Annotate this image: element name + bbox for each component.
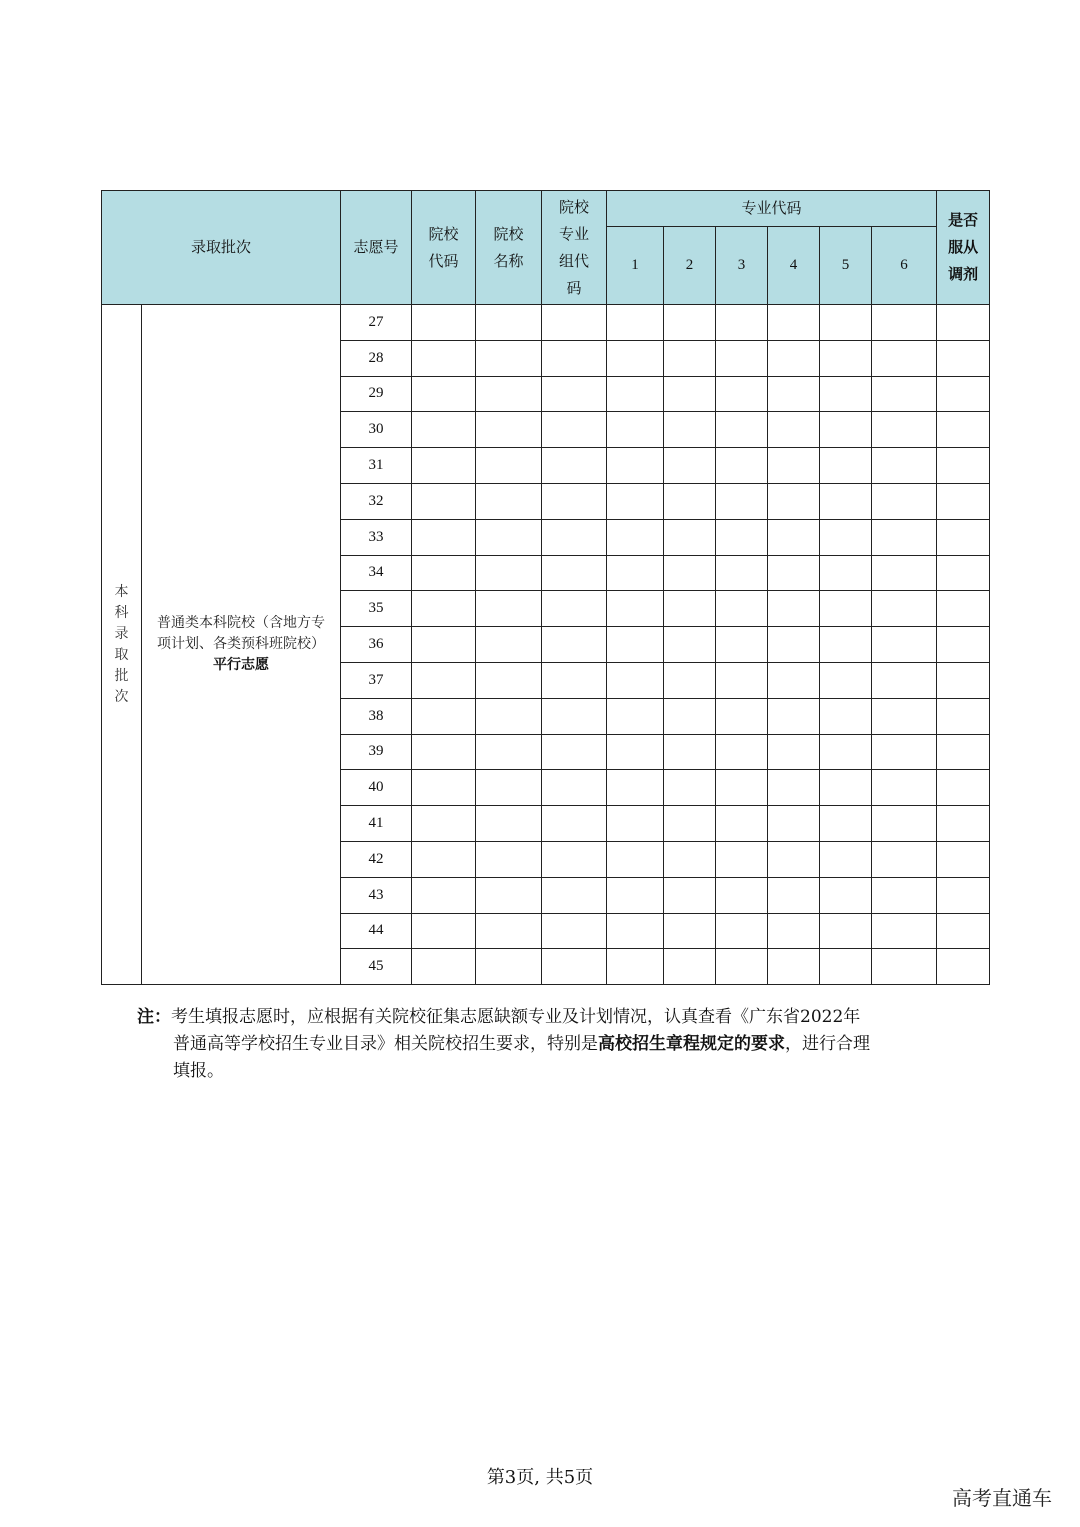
school-code-cell[interactable] [412, 555, 476, 591]
major-1-cell[interactable] [607, 627, 664, 663]
obey-cell[interactable] [937, 877, 990, 913]
school-name-cell[interactable] [476, 877, 542, 913]
header-school-code: 院校 代码 [412, 191, 476, 305]
header-major-3: 3 [716, 227, 768, 305]
major-3-cell[interactable] [716, 806, 768, 842]
obey-cell[interactable] [937, 555, 990, 591]
school-name-cell[interactable] [476, 305, 542, 341]
major-6-cell[interactable] [872, 698, 937, 734]
school-name-cell[interactable] [476, 698, 542, 734]
major-3-cell[interactable] [716, 841, 768, 877]
major-2-cell[interactable] [664, 376, 716, 412]
group-code-cell[interactable] [542, 841, 607, 877]
school-name-cell[interactable] [476, 555, 542, 591]
major-6-cell[interactable] [872, 913, 937, 949]
major-5-cell[interactable] [820, 519, 872, 555]
wish-number: 32 [341, 483, 412, 519]
obey-cell[interactable] [937, 662, 990, 698]
major-2-cell[interactable] [664, 305, 716, 341]
major-1-cell[interactable] [607, 913, 664, 949]
major-4-cell[interactable] [768, 305, 820, 341]
school-name-cell[interactable] [476, 448, 542, 484]
major-3-cell[interactable] [716, 412, 768, 448]
note-text-2a: 普通高等学校招生专业目录》相关院校招生要求，特别是 [173, 1034, 598, 1054]
major-5-cell[interactable] [820, 305, 872, 341]
major-6-cell[interactable] [872, 340, 937, 376]
major-2-cell[interactable] [664, 913, 716, 949]
school-name-cell[interactable] [476, 949, 542, 985]
school-name-cell[interactable] [476, 913, 542, 949]
major-1-cell[interactable] [607, 555, 664, 591]
school-code-cell[interactable] [412, 448, 476, 484]
table-body [102, 305, 990, 985]
wish-number: 40 [341, 770, 412, 806]
major-1-cell[interactable] [607, 841, 664, 877]
header-major-5: 5 [820, 227, 872, 305]
major-6-cell[interactable] [872, 448, 937, 484]
obey-cell[interactable] [937, 483, 990, 519]
major-3-cell[interactable] [716, 734, 768, 770]
school-code-cell[interactable] [412, 913, 476, 949]
school-code-cell[interactable] [412, 412, 476, 448]
major-1-cell[interactable] [607, 483, 664, 519]
obey-cell[interactable] [937, 627, 990, 663]
group-code-cell[interactable] [542, 770, 607, 806]
major-5-cell[interactable] [820, 734, 872, 770]
major-4-cell[interactable] [768, 913, 820, 949]
major-5-cell[interactable] [820, 412, 872, 448]
major-3-cell[interactable] [716, 448, 768, 484]
group-code-cell[interactable] [542, 913, 607, 949]
school-code-cell[interactable] [412, 770, 476, 806]
category-text: 普通类本科院校（含地方专项计划、各类预科班院校） [157, 615, 325, 653]
obey-cell[interactable] [937, 698, 990, 734]
obey-cell[interactable] [937, 806, 990, 842]
major-3-cell[interactable] [716, 483, 768, 519]
major-3-cell[interactable] [716, 305, 768, 341]
group-code-cell[interactable] [542, 376, 607, 412]
header-major-code: 专业代码 [607, 191, 937, 227]
major-1-cell[interactable] [607, 877, 664, 913]
note-text-2b: ，进行合理 [785, 1034, 870, 1054]
major-6-cell[interactable] [872, 841, 937, 877]
major-2-cell[interactable] [664, 949, 716, 985]
major-3-cell[interactable] [716, 519, 768, 555]
major-2-cell[interactable] [664, 448, 716, 484]
school-code-cell[interactable] [412, 340, 476, 376]
group-code-cell[interactable] [542, 698, 607, 734]
header-major-2: 2 [664, 227, 716, 305]
header-batch: 录取批次 [102, 191, 341, 305]
obey-cell[interactable] [937, 734, 990, 770]
header-wish-no: 志愿号 [341, 191, 412, 305]
wish-number: 28 [341, 340, 412, 376]
major-1-cell[interactable] [607, 806, 664, 842]
major-6-cell[interactable] [872, 412, 937, 448]
major-6-cell[interactable] [872, 305, 937, 341]
note-text-3: 填报。 [173, 1061, 224, 1081]
major-4-cell[interactable] [768, 555, 820, 591]
note-line-2 [137, 1031, 997, 1058]
wish-number: 36 [341, 627, 412, 663]
major-4-cell[interactable] [768, 627, 820, 663]
school-code-cell[interactable] [412, 877, 476, 913]
category-bold: 平行志愿 [213, 657, 269, 674]
school-code-cell[interactable] [412, 627, 476, 663]
group-code-cell[interactable] [542, 483, 607, 519]
wish-number: 30 [341, 412, 412, 448]
major-1-cell[interactable] [607, 734, 664, 770]
major-6-cell[interactable] [872, 877, 937, 913]
school-code-cell[interactable] [412, 483, 476, 519]
major-5-cell[interactable] [820, 913, 872, 949]
major-2-cell[interactable] [664, 877, 716, 913]
major-5-cell[interactable] [820, 877, 872, 913]
major-1-cell[interactable] [607, 662, 664, 698]
watermark: 高考直通车 [952, 1486, 1052, 1510]
major-5-cell[interactable] [820, 949, 872, 985]
major-2-cell[interactable] [664, 734, 716, 770]
major-5-cell[interactable] [820, 627, 872, 663]
major-5-cell[interactable] [820, 806, 872, 842]
major-2-cell[interactable] [664, 555, 716, 591]
school-name-cell[interactable] [476, 591, 542, 627]
group-code-cell[interactable] [542, 949, 607, 985]
school-code-cell[interactable] [412, 519, 476, 555]
group-code-cell[interactable] [542, 662, 607, 698]
major-2-cell[interactable] [664, 483, 716, 519]
header-major-4: 4 [768, 227, 820, 305]
major-6-cell[interactable] [872, 806, 937, 842]
major-6-cell[interactable] [872, 483, 937, 519]
school-name-cell[interactable] [476, 412, 542, 448]
wish-number: 27 [341, 305, 412, 341]
major-4-cell[interactable] [768, 841, 820, 877]
major-2-cell[interactable] [664, 662, 716, 698]
major-3-cell[interactable] [716, 662, 768, 698]
wish-number: 35 [341, 591, 412, 627]
major-4-cell[interactable] [768, 340, 820, 376]
major-3-cell[interactable] [716, 627, 768, 663]
major-4-cell[interactable] [768, 662, 820, 698]
school-code-cell[interactable] [412, 662, 476, 698]
header-group-code: 院校 专业 组代 码 [542, 191, 607, 305]
batch-label: 本科录取批次 [114, 583, 129, 705]
major-3-cell[interactable] [716, 913, 768, 949]
note-label: 注： [137, 1007, 171, 1027]
school-code-cell[interactable] [412, 376, 476, 412]
major-1-cell[interactable] [607, 591, 664, 627]
group-code-cell[interactable] [542, 555, 607, 591]
major-3-cell[interactable] [716, 340, 768, 376]
major-6-cell[interactable] [872, 770, 937, 806]
school-code-cell[interactable] [412, 949, 476, 985]
major-4-cell[interactable] [768, 949, 820, 985]
wish-number: 37 [341, 662, 412, 698]
major-5-cell[interactable] [820, 770, 872, 806]
major-4-cell[interactable] [768, 806, 820, 842]
obey-cell[interactable] [937, 519, 990, 555]
major-6-cell[interactable] [872, 376, 937, 412]
school-code-cell[interactable] [412, 841, 476, 877]
major-5-cell[interactable] [820, 662, 872, 698]
major-3-cell[interactable] [716, 376, 768, 412]
school-name-cell[interactable] [476, 662, 542, 698]
school-code-cell[interactable] [412, 734, 476, 770]
header-obey-adjustment: 是否 服从 调剂 [937, 191, 990, 305]
wish-number: 42 [341, 841, 412, 877]
obey-cell[interactable] [937, 448, 990, 484]
school-name-cell[interactable] [476, 841, 542, 877]
school-code-cell[interactable] [412, 591, 476, 627]
major-2-cell[interactable] [664, 412, 716, 448]
major-5-cell[interactable] [820, 591, 872, 627]
major-2-cell[interactable] [664, 841, 716, 877]
obey-cell[interactable] [937, 841, 990, 877]
school-name-cell[interactable] [476, 770, 542, 806]
major-5-cell[interactable] [820, 841, 872, 877]
group-code-cell[interactable] [542, 519, 607, 555]
school-code-cell[interactable] [412, 806, 476, 842]
major-1-cell[interactable] [607, 949, 664, 985]
major-4-cell[interactable] [768, 376, 820, 412]
major-4-cell[interactable] [768, 877, 820, 913]
major-6-cell[interactable] [872, 662, 937, 698]
school-name-cell[interactable] [476, 627, 542, 663]
obey-cell[interactable] [937, 340, 990, 376]
major-5-cell[interactable] [820, 555, 872, 591]
major-1-cell[interactable] [607, 448, 664, 484]
group-code-cell[interactable] [542, 412, 607, 448]
wish-number: 44 [341, 913, 412, 949]
major-1-cell[interactable] [607, 412, 664, 448]
major-4-cell[interactable] [768, 483, 820, 519]
major-3-cell[interactable] [716, 877, 768, 913]
major-4-cell[interactable] [768, 591, 820, 627]
group-code-cell[interactable] [542, 877, 607, 913]
category-cell [142, 305, 341, 985]
major-2-cell[interactable] [664, 591, 716, 627]
major-5-cell[interactable] [820, 340, 872, 376]
major-5-cell[interactable] [820, 698, 872, 734]
obey-cell[interactable] [937, 770, 990, 806]
major-6-cell[interactable] [872, 627, 937, 663]
obey-cell[interactable] [937, 376, 990, 412]
major-4-cell[interactable] [768, 519, 820, 555]
wish-number: 29 [341, 376, 412, 412]
school-name-cell[interactable] [476, 340, 542, 376]
school-name-cell[interactable] [476, 519, 542, 555]
wish-number: 43 [341, 877, 412, 913]
group-code-cell[interactable] [542, 340, 607, 376]
school-name-cell[interactable] [476, 734, 542, 770]
table-row [102, 305, 990, 341]
group-code-cell[interactable] [542, 627, 607, 663]
header-major-1: 1 [607, 227, 664, 305]
major-1-cell[interactable] [607, 340, 664, 376]
note-line-3 [137, 1058, 997, 1085]
school-name-cell[interactable] [476, 376, 542, 412]
wish-number: 33 [341, 519, 412, 555]
group-code-cell[interactable] [542, 734, 607, 770]
wish-number: 39 [341, 734, 412, 770]
obey-cell[interactable] [937, 305, 990, 341]
major-6-cell[interactable] [872, 519, 937, 555]
major-5-cell[interactable] [820, 376, 872, 412]
major-5-cell[interactable] [820, 483, 872, 519]
note [137, 1004, 997, 1085]
major-2-cell[interactable] [664, 698, 716, 734]
wish-number: 45 [341, 949, 412, 985]
major-6-cell[interactable] [872, 949, 937, 985]
major-5-cell[interactable] [820, 448, 872, 484]
major-3-cell[interactable] [716, 770, 768, 806]
page-number: 第3页, 共5页 [486, 1467, 594, 1488]
major-3-cell[interactable] [716, 591, 768, 627]
wish-number: 41 [341, 806, 412, 842]
major-3-cell[interactable] [716, 698, 768, 734]
major-2-cell[interactable] [664, 770, 716, 806]
school-name-cell[interactable] [476, 483, 542, 519]
major-6-cell[interactable] [872, 734, 937, 770]
school-code-cell[interactable] [412, 305, 476, 341]
obey-cell[interactable] [937, 591, 990, 627]
major-2-cell[interactable] [664, 806, 716, 842]
header-major-6: 6 [872, 227, 937, 305]
major-4-cell[interactable] [768, 734, 820, 770]
major-1-cell[interactable] [607, 519, 664, 555]
major-2-cell[interactable] [664, 340, 716, 376]
group-code-cell[interactable] [542, 448, 607, 484]
major-2-cell[interactable] [664, 519, 716, 555]
major-4-cell[interactable] [768, 412, 820, 448]
school-code-cell[interactable] [412, 698, 476, 734]
note-text-1: 考生填报志愿时，应根据有关院校征集志愿缺额专业及计划情况，认真查看《广东省2022年 [171, 1007, 861, 1027]
school-name-cell[interactable] [476, 806, 542, 842]
major-4-cell[interactable] [768, 698, 820, 734]
major-2-cell[interactable] [664, 627, 716, 663]
obey-cell[interactable] [937, 949, 990, 985]
note-line-1 [137, 1004, 997, 1031]
group-code-cell[interactable] [542, 806, 607, 842]
wish-number: 38 [341, 698, 412, 734]
obey-cell[interactable] [937, 412, 990, 448]
note-text-2-bold: 高校招生章程规定的要求 [598, 1034, 785, 1054]
obey-cell[interactable] [937, 913, 990, 949]
major-6-cell[interactable] [872, 555, 937, 591]
major-1-cell[interactable] [607, 698, 664, 734]
major-3-cell[interactable] [716, 555, 768, 591]
major-6-cell[interactable] [872, 591, 937, 627]
major-3-cell[interactable] [716, 949, 768, 985]
volunteer-form-table [101, 190, 990, 985]
batch-cell [102, 305, 142, 985]
major-4-cell[interactable] [768, 770, 820, 806]
group-code-cell[interactable] [542, 305, 607, 341]
major-1-cell[interactable] [607, 376, 664, 412]
wish-number: 31 [341, 448, 412, 484]
group-code-cell[interactable] [542, 591, 607, 627]
wish-number: 34 [341, 555, 412, 591]
major-1-cell[interactable] [607, 770, 664, 806]
header-school-name: 院校 名称 [476, 191, 542, 305]
major-4-cell[interactable] [768, 448, 820, 484]
major-1-cell[interactable] [607, 305, 664, 341]
